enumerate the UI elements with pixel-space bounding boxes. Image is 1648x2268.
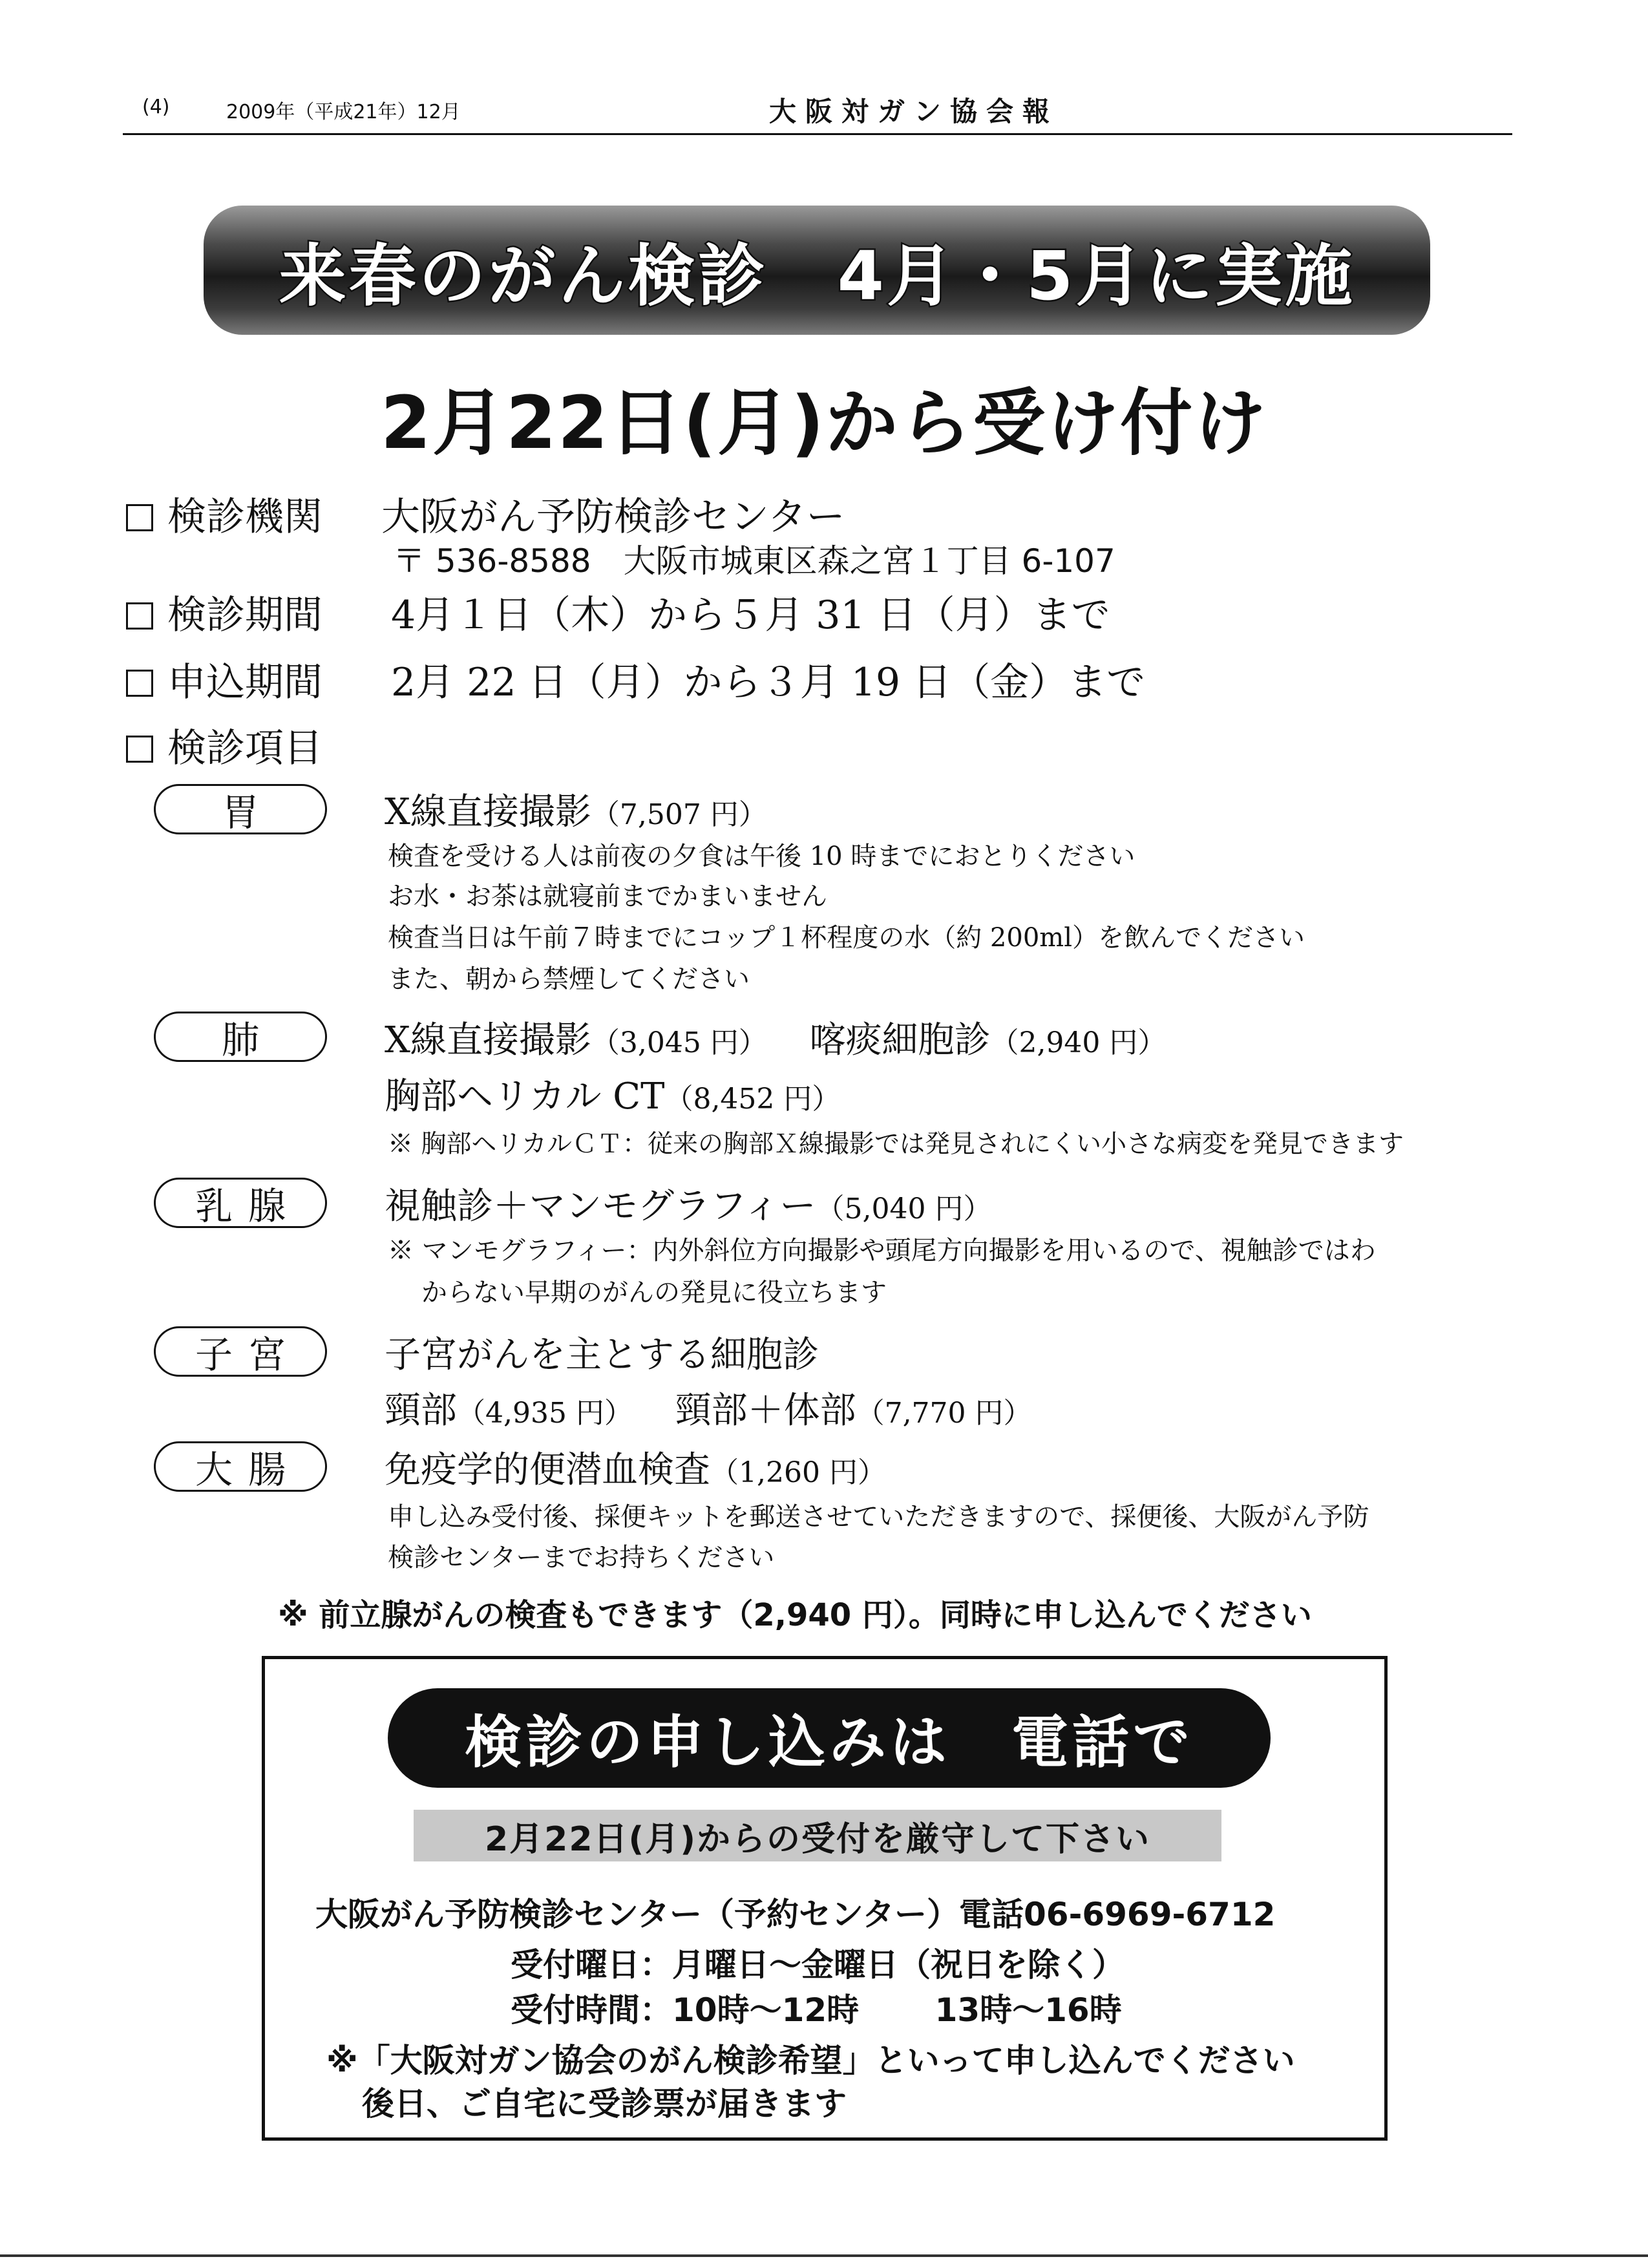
uterus-price-2: （7,770 円） xyxy=(856,1397,1032,1430)
page-number: (4) xyxy=(142,96,170,118)
checkbox-icon xyxy=(126,602,153,630)
exam-period-value: 4月１日（木）から５月 31 日（月）まで xyxy=(391,593,1110,638)
info-label: 検診機関 xyxy=(167,494,322,540)
page-header xyxy=(123,90,1519,134)
header-divider xyxy=(123,133,1512,135)
title-banner xyxy=(204,206,1430,335)
info-row-exam-period xyxy=(126,584,322,640)
colon-exam-title: 免疫学的便潜血検査（1,260 円） xyxy=(385,1449,886,1491)
application-note-2: 後日、ご自宅に受診票が届きます xyxy=(362,2085,847,2123)
lung-price-2: （2,940 円） xyxy=(990,1026,1167,1059)
breast-price: （5,040 円） xyxy=(816,1192,992,1225)
info-label: 検診項目 xyxy=(167,726,322,771)
stomach-note-4: また、朝から禁煙してください xyxy=(388,964,750,994)
issue-date: 2009年（平成21年）12月 xyxy=(226,101,461,123)
uterus-exam-title: 子宮がんを主とする細胞診 xyxy=(385,1334,819,1376)
uterus-exam-sub: 頸部（4,935 円） 頸部＋体部（7,770 円） xyxy=(385,1390,1032,1432)
page-bottom-edge xyxy=(0,2254,1648,2257)
info-row-items xyxy=(126,717,322,773)
institution-name: 大阪がん予防検診センター xyxy=(381,494,845,540)
reception-notice-bar xyxy=(414,1810,1221,1861)
checkbox-icon xyxy=(126,504,153,531)
exam-tag-stomach: 胃 xyxy=(154,784,327,834)
prostate-note: ※ 前立腺がんの検査もできます（2,940 円）。同時に申し込んでください xyxy=(278,1597,1312,1633)
exam-tag-colon: 大腸 xyxy=(154,1441,327,1492)
lung-exam-line-2: 胸部ヘリカル CT（8,452 円） xyxy=(385,1076,841,1118)
breast-note-2: からない早期のがんの発見に役立ちます xyxy=(421,1278,887,1308)
apply-period-value: 2月 22 日（月）から３月 19 日（金）まで xyxy=(391,660,1146,705)
lung-note: ※ 胸部ヘリカルＣＴ：従来の胸部Ｘ線撮影では発見されにくい小さな病変を発見できます xyxy=(388,1130,1404,1159)
colon-price: （1,260 円） xyxy=(710,1456,886,1489)
exam-tag-lung: 肺 xyxy=(154,1012,327,1062)
reception-notice: 2月22日(月)からの受付を厳守して下さい xyxy=(484,1819,1151,1859)
lung-price-1: （3,045 円） xyxy=(591,1026,767,1059)
info-row-apply-period xyxy=(126,652,322,707)
stomach-price: （7,507 円） xyxy=(591,798,767,831)
breast-note-1: ※ マンモグラフィー：内外斜位方向撮影や頭尾方向撮影を用いるので、視触診ではわ xyxy=(388,1236,1376,1266)
info-label: 申込期間 xyxy=(167,660,322,705)
stomach-exam-title: X線直接撮影（7,507 円） xyxy=(385,791,767,833)
application-note-1: ※「大阪対ガン協会のがん検診希望」といって申し込んでください xyxy=(326,2042,1295,2079)
checkbox-icon xyxy=(126,670,153,697)
exam-tag-uterus: 子宮 xyxy=(154,1326,327,1377)
contact-phone: 大阪がん予防検診センター（予約センター）電話06-6969-6712 xyxy=(315,1896,1276,1933)
info-row-institution xyxy=(126,486,322,542)
publication-title: 大阪対ガン協会報 xyxy=(769,96,1059,127)
exam-tag-breast: 乳腺 xyxy=(154,1178,327,1228)
colon-note-1: 申し込み受付後、採便キットを郵送させていただきますので、採便後、大阪がん予防 xyxy=(388,1502,1369,1532)
breast-exam-title: 視触診＋マンモグラフィー（5,040 円） xyxy=(385,1185,992,1227)
banner-title: 来春のがん検診 4月・5月に実施 xyxy=(279,237,1355,315)
stomach-note-1: 検査を受ける人は前夜の夕食は午後 10 時までにおとりください xyxy=(388,842,1136,871)
reception-start-heading: 2月22日(月)から受け付け xyxy=(380,381,1268,465)
reception-hours: 受付時間：10時～12時 13時～16時 xyxy=(511,1991,1122,2029)
colon-note-2: 検診センターまでお持ちください xyxy=(388,1543,775,1573)
reception-days: 受付曜日：月曜日～金曜日（祝日を除く） xyxy=(511,1946,1125,1984)
info-label: 検診期間 xyxy=(167,593,322,638)
stomach-note-3: 検査当日は午前７時までにコップ１杯程度の水（約 200ml）を飲んでください xyxy=(388,923,1305,953)
lung-exam-line-1: X線直接撮影（3,045 円） 喀痰細胞診（2,940 円） xyxy=(385,1019,1167,1061)
lung-price-3: （8,452 円） xyxy=(664,1083,841,1116)
checkbox-icon xyxy=(126,736,153,763)
phone-application-title: 検診の申し込みは 電話で xyxy=(464,1709,1194,1775)
institution-address: 〒 536-8588 大阪市城東区森之宮１丁目 6-107 xyxy=(393,542,1115,580)
phone-application-banner xyxy=(388,1688,1271,1788)
uterus-price-1: （4,935 円） xyxy=(457,1397,633,1430)
stomach-note-2: お水・お茶は就寝前までかまいません xyxy=(388,882,827,911)
